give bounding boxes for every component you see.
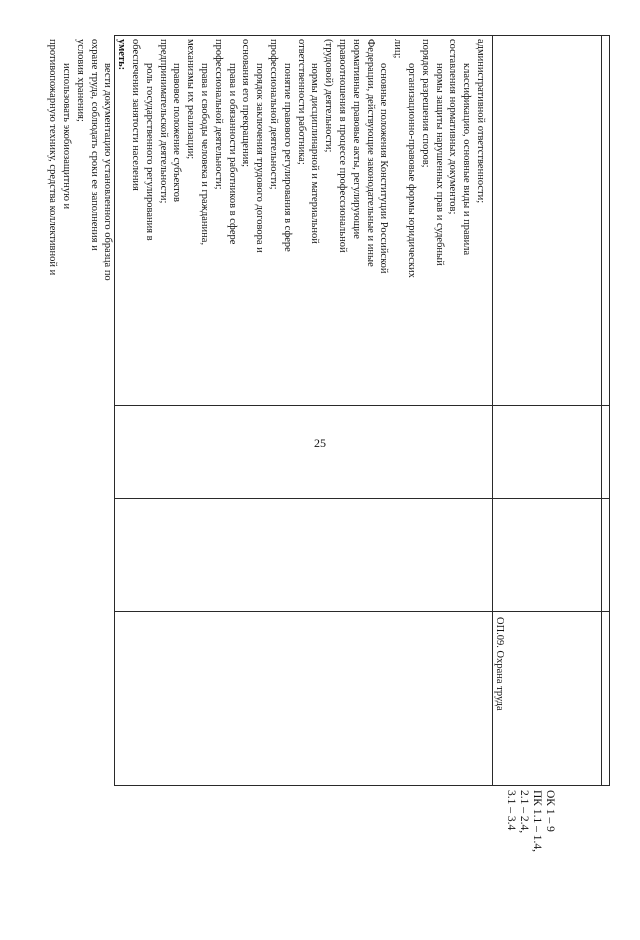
content-cell (47, 39, 487, 401)
content-line: порядок разрешения споров; (419, 39, 431, 168)
content-line: (трудовой) деятельности; (323, 39, 335, 153)
content-line: классификацию, основные виды и правила (461, 63, 473, 256)
content-line: правоотношения в процессе профессиональной (337, 39, 349, 253)
content-line: противопожарную технику, средства коллективной и (47, 39, 59, 276)
discipline-cell (492, 617, 506, 777)
content-line: основные положения Конституции Российской (378, 63, 390, 274)
content-line: права и свободы человека и гражданина, (199, 63, 211, 246)
row-divider-2 (114, 498, 610, 499)
content-line: нормативные правовые акты, регулирующие (350, 39, 362, 239)
content-line: понятие правового регулирования в сфере (281, 63, 293, 252)
content-lines (46, 39, 488, 401)
content-line: условия хранения; (74, 39, 86, 122)
content-line: составления нормативных документов; (447, 39, 459, 215)
content-line: порядок заключения трудового договора и (254, 63, 266, 253)
row-divider-4 (114, 785, 610, 786)
competency-line: 2.1 – 2.4, (518, 790, 530, 834)
column-divider-code (601, 35, 602, 785)
content-line: основания его прекращения; (240, 39, 252, 168)
row-divider-3 (114, 611, 610, 612)
row-divider-1 (114, 405, 610, 406)
content-line: профессиональной деятельности; (212, 39, 224, 190)
content-line: профессиональной деятельности; (268, 39, 280, 190)
table-border-top (609, 35, 610, 785)
content-line: правовое положение субъектов (171, 63, 183, 202)
content-line: нормы защиты нарушенных прав и судебный (433, 63, 445, 266)
content-line: роль государственного регулирования в (143, 63, 155, 241)
content-line: вести документацию установленного образца по (102, 63, 114, 281)
content-line: охране труда, соблюдать сроки ее заполнения и (88, 39, 100, 251)
rotated-table (0, 35, 610, 940)
table-border-left (114, 35, 610, 36)
competency-line: 3.1 – 3.4 (505, 790, 517, 831)
content-line: механизмы их реализации; (185, 39, 197, 160)
content-line: обеспечении занятости населения (130, 39, 142, 191)
competency-line: ОК 1 – 9 (544, 790, 556, 832)
content-line: организационно-правовые формы юридических (406, 63, 418, 278)
content-line: Федерации, действующие законодательные и иные (364, 39, 376, 267)
content-line: уметь: (116, 39, 128, 71)
competency-line: ПК 1.1 – 1.4, (531, 790, 543, 852)
discipline-title: ОП.09. Охрана труда (494, 617, 505, 711)
competency-cell (500, 790, 556, 930)
content-line: нормы дисциплинарной и материальной (309, 63, 321, 244)
page-number: 25 (314, 436, 326, 450)
content-line: административной ответственности; (475, 39, 486, 204)
content-line: лиц; (392, 39, 404, 59)
content-line: права и обязанности работников в сфере (226, 63, 238, 245)
content-line: предпринимательской деятельности; (157, 39, 169, 204)
content-line: ответственности работника; (295, 39, 307, 165)
content-line: использовать экобиозащитную и (61, 63, 73, 210)
